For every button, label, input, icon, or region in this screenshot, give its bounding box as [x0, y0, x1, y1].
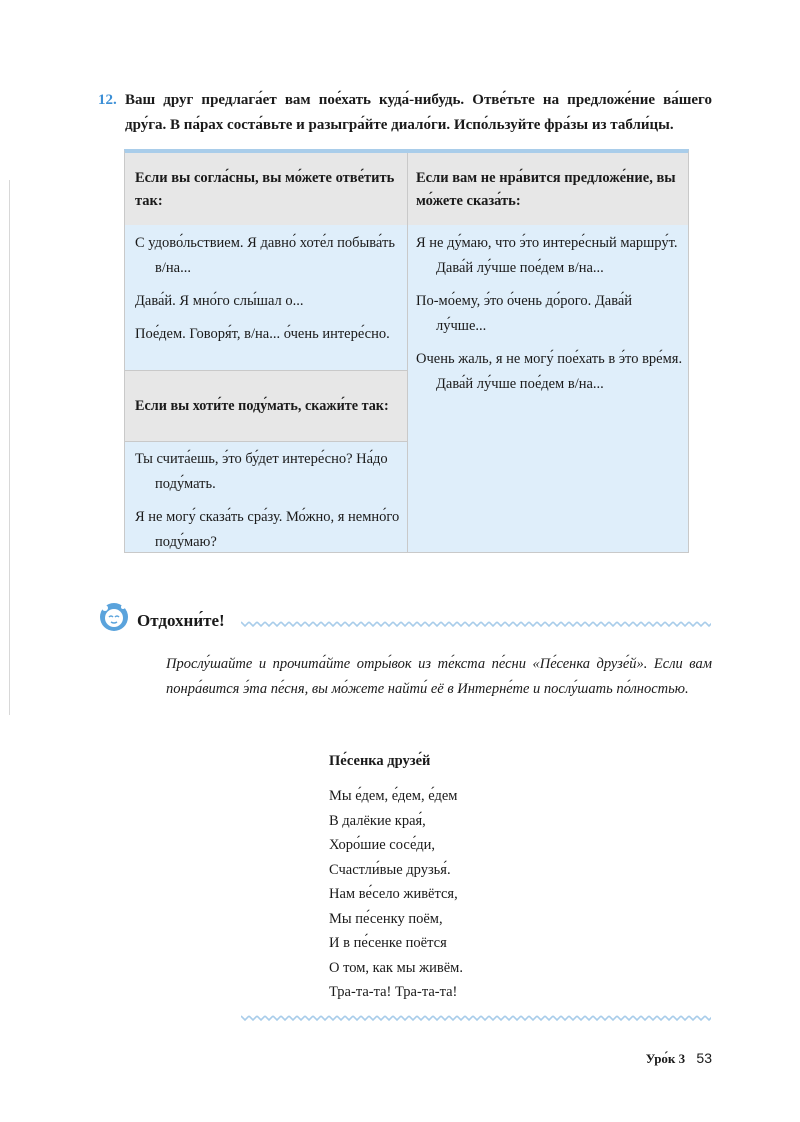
lesson-label: Уро́к 3 [645, 1051, 686, 1066]
task-number: 12. [98, 92, 117, 108]
phrases-table [124, 149, 689, 553]
agree-phrase: С удово́льствием. Я давно́ хоте́л побыва́ть в/на... [135, 235, 395, 276]
task-12 [98, 88, 712, 138]
disagree-phrase: Очень жаль, я не могу́ пое́хать в э́то вре́мя. Дава́й лу́чше пое́дем в/на... [416, 351, 683, 392]
song-line: В далёкие края́, [329, 812, 426, 829]
rest-intro: Прослу́шайте и прочита́йте отры́вок из те́кста пе́сни «Пе́сенка друзе́й». Если вам понра́вится э́та пе́сня, вы мо́жете найти́ её в Интерне́те и послу́шать по́лностью. [166, 656, 712, 697]
song-line: О том, как мы живём. [329, 959, 463, 976]
header-agree: Если вы согла́сны, вы мо́жете отве́тить так: [125, 153, 407, 225]
think-phrase: Ты счита́ешь, э́то бу́дет интере́сно? На́до поду́мать. [135, 451, 388, 492]
disagree-phrases [416, 231, 684, 405]
song-title: Пе́сенка друзе́й [329, 753, 431, 769]
task-text: Ваш друг предлага́ет вам пое́хать куда́-нибудь. Отве́тьте на предложе́ние ва́шего дру́га. В па́рах соста́вьте и разыгра́йте диало́ги. Испо́льзуйте фра́зы из табли́цы. [125, 92, 712, 133]
row-separator [125, 441, 407, 442]
song-lyrics [329, 784, 463, 1005]
agree-phrase: Пое́дем. Говоря́т, в/на... о́чень интере́сно. [135, 326, 390, 342]
rest-title: Отдохни́те! [137, 611, 225, 630]
song-line: И в пе́сенке поётся [329, 935, 447, 951]
song-line: Хоро́шие сосе́ди, [329, 837, 435, 853]
think-phrases [135, 447, 400, 563]
header-disagree: Если вам не нра́вится предложе́ние, вы мо́жете сказа́ть: [408, 153, 688, 225]
margin-rule [9, 180, 10, 715]
wave-divider [241, 1014, 711, 1022]
disagree-phrase: Я не ду́маю, что э́то интере́сный маршру́т. Дава́й лу́чше пое́дем в/на... [416, 235, 678, 276]
song-line: Тра-та-та! Тра-та-та! [329, 984, 458, 1000]
agree-phrases [135, 231, 400, 355]
page-number: 53 [696, 1050, 712, 1066]
song-line: Мы пе́сенку поём, [329, 910, 443, 927]
disagree-phrase: По-мо́ему, э́то о́чень до́рого. Дава́й лу́чше... [416, 293, 633, 334]
agree-phrase: Дава́й. Я мно́го слы́шал о... [135, 293, 304, 309]
page-footer [646, 1050, 712, 1067]
wave-divider [241, 620, 711, 628]
song-line: Счастли́вые друзья́. [329, 861, 451, 878]
header-think: Если вы хоти́те поду́мать, скажи́те так: [125, 371, 407, 441]
relax-face-icon [99, 602, 129, 632]
song-line: Мы е́дем, е́дем, е́дем [329, 788, 458, 804]
think-phrase: Я не могу́ сказа́ть сра́зу. Мо́жно, я немно́го поду́маю? [135, 509, 400, 550]
song-line: Нам ве́село живётся, [329, 886, 458, 902]
